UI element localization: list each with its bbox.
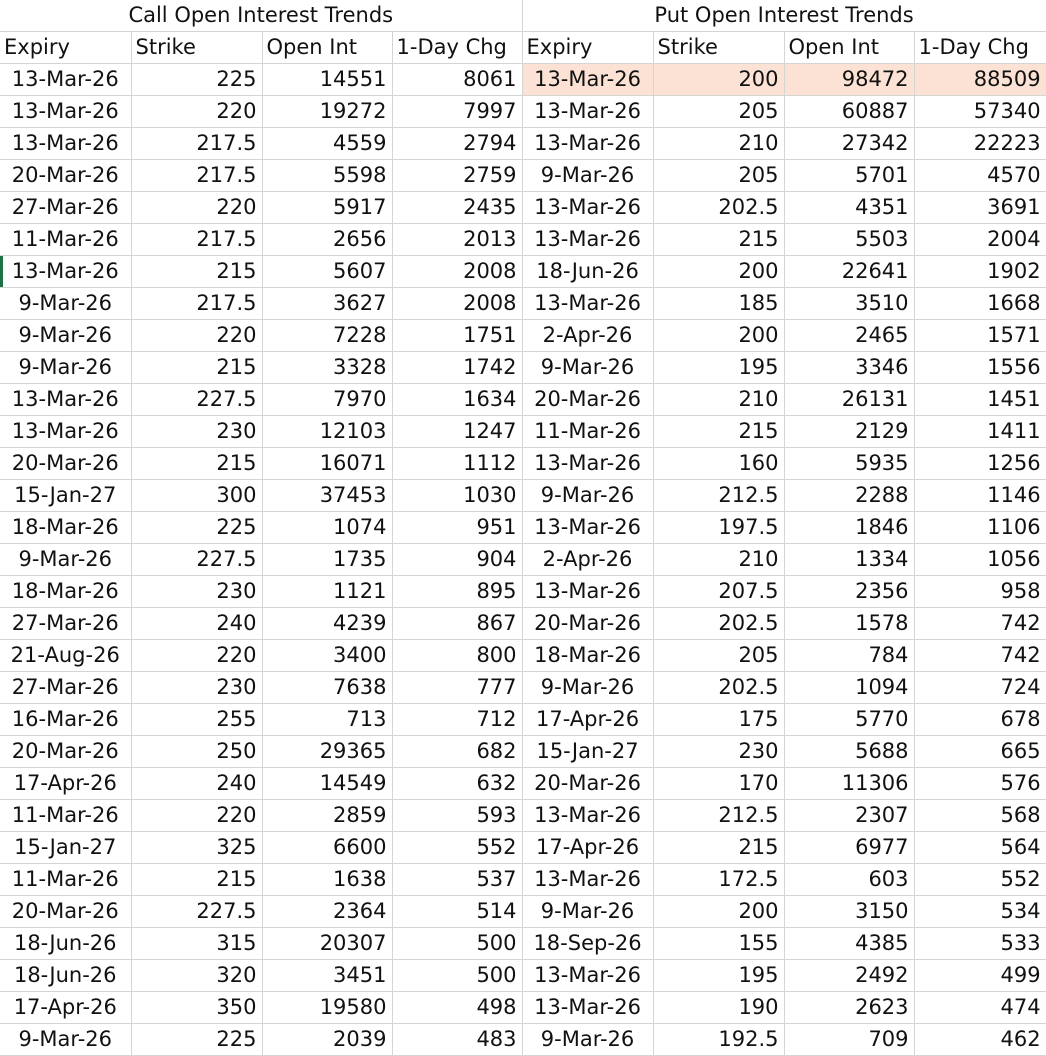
put-1day-chg-cell[interactable]: 1571 xyxy=(914,320,1046,352)
put-strike-cell[interactable]: 195 xyxy=(653,352,784,384)
put-strike-cell[interactable]: 192.5 xyxy=(653,1024,784,1056)
table-row xyxy=(0,224,1046,256)
put-expiry-cell[interactable]: 18-Mar-26 xyxy=(522,640,653,672)
call-1day-chg-cell[interactable]: 483 xyxy=(392,1024,522,1056)
call-open-int-cell[interactable]: 1735 xyxy=(262,544,392,576)
call-1day-chg-cell[interactable]: 2435 xyxy=(392,192,522,224)
call-expiry-cell[interactable]: 13-Mar-26 xyxy=(0,384,131,416)
call-expiry-cell[interactable]: 11-Mar-26 xyxy=(0,224,131,256)
put-expiry-cell[interactable]: 2-Apr-26 xyxy=(522,544,653,576)
call-strike-cell[interactable]: 227.5 xyxy=(131,896,262,928)
put-strike-cell[interactable]: 215 xyxy=(653,416,784,448)
title-row xyxy=(0,0,1046,32)
put-1day-chg-cell[interactable]: 742 xyxy=(914,608,1046,640)
call-1day-chg-cell[interactable]: 800 xyxy=(392,640,522,672)
put-strike-cell[interactable]: 202.5 xyxy=(653,608,784,640)
call-open-int-cell[interactable]: 5598 xyxy=(262,160,392,192)
call-strike-cell[interactable]: 220 xyxy=(131,640,262,672)
call-strike-cell[interactable]: 215 xyxy=(131,256,262,288)
call-strike-cell[interactable]: 225 xyxy=(131,64,262,96)
call-open-int-cell[interactable]: 2859 xyxy=(262,800,392,832)
call-open-int-cell[interactable]: 6600 xyxy=(262,832,392,864)
call-strike-cell[interactable]: 315 xyxy=(131,928,262,960)
put-1day-chg-cell[interactable]: 474 xyxy=(914,992,1046,1024)
put-expiry-cell[interactable]: 13-Mar-26 xyxy=(522,288,653,320)
table-row xyxy=(0,320,1046,352)
put-1day-chg-cell[interactable]: 568 xyxy=(914,800,1046,832)
table-row xyxy=(0,768,1046,800)
table-row xyxy=(0,608,1046,640)
put-expiry-cell[interactable]: 18-Jun-26 xyxy=(522,256,653,288)
call-expiry-cell[interactable]: 13-Mar-26 xyxy=(0,256,131,288)
call-expiry-cell[interactable]: 18-Mar-26 xyxy=(0,512,131,544)
table-row xyxy=(0,736,1046,768)
put-open-int-cell[interactable]: 60887 xyxy=(784,96,914,128)
put-open-int-cell[interactable]: 11306 xyxy=(784,768,914,800)
call-expiry-cell[interactable]: 27-Mar-26 xyxy=(0,192,131,224)
call-open-int-cell[interactable]: 2656 xyxy=(262,224,392,256)
put-open-int-cell[interactable]: 4385 xyxy=(784,928,914,960)
table-row xyxy=(0,1024,1046,1056)
call-open-int-cell[interactable]: 16071 xyxy=(262,448,392,480)
table-row xyxy=(0,544,1046,576)
put-strike-cell[interactable]: 202.5 xyxy=(653,192,784,224)
put-expiry-header[interactable]: Expiry xyxy=(522,32,653,64)
call-open-int-cell[interactable]: 5917 xyxy=(262,192,392,224)
put-expiry-cell[interactable]: 9-Mar-26 xyxy=(522,352,653,384)
call-expiry-cell[interactable]: 27-Mar-26 xyxy=(0,608,131,640)
table-row xyxy=(0,640,1046,672)
put-open-int-cell[interactable]: 3510 xyxy=(784,288,914,320)
put-open-int-cell[interactable]: 1846 xyxy=(784,512,914,544)
call-expiry-cell[interactable]: 20-Mar-26 xyxy=(0,896,131,928)
table-row xyxy=(0,704,1046,736)
call-open-int-cell[interactable]: 19580 xyxy=(262,992,392,1024)
call-strike-cell[interactable]: 255 xyxy=(131,704,262,736)
call-strike-header[interactable]: Strike xyxy=(131,32,262,64)
call-open-int-cell[interactable]: 20307 xyxy=(262,928,392,960)
call-strike-cell[interactable]: 220 xyxy=(131,800,262,832)
call-strike-cell[interactable]: 215 xyxy=(131,864,262,896)
table-row xyxy=(0,416,1046,448)
call-strike-cell[interactable]: 230 xyxy=(131,672,262,704)
put-open-int-cell[interactable]: 2307 xyxy=(784,800,914,832)
table-row xyxy=(0,928,1046,960)
put-1day-chg-cell[interactable]: 462 xyxy=(914,1024,1046,1056)
call-expiry-cell[interactable]: 9-Mar-26 xyxy=(0,544,131,576)
call-expiry-cell[interactable]: 9-Mar-26 xyxy=(0,352,131,384)
put-open-int-cell[interactable]: 709 xyxy=(784,1024,914,1056)
put-open-int-cell[interactable]: 1334 xyxy=(784,544,914,576)
table-row xyxy=(0,96,1046,128)
call-strike-cell[interactable]: 350 xyxy=(131,992,262,1024)
put-1day-chg-cell[interactable]: 3691 xyxy=(914,192,1046,224)
put-open-int-cell[interactable]: 1578 xyxy=(784,608,914,640)
put-expiry-cell[interactable]: 13-Mar-26 xyxy=(522,64,653,96)
call-open-int-cell[interactable]: 37453 xyxy=(262,480,392,512)
put-open-int-cell[interactable]: 22641 xyxy=(784,256,914,288)
table-row xyxy=(0,480,1046,512)
put-open-int-cell[interactable]: 784 xyxy=(784,640,914,672)
call-open-int-cell[interactable]: 4239 xyxy=(262,608,392,640)
put-1day-chg-cell[interactable]: 1668 xyxy=(914,288,1046,320)
put-1day-chg-cell[interactable]: 742 xyxy=(914,640,1046,672)
call-strike-cell[interactable]: 325 xyxy=(131,832,262,864)
put-1day-chg-cell[interactable]: 678 xyxy=(914,704,1046,736)
call-1day-chg-cell[interactable]: 895 xyxy=(392,576,522,608)
call-1day-chg-cell[interactable]: 682 xyxy=(392,736,522,768)
call-1day-chg-cell[interactable]: 1751 xyxy=(392,320,522,352)
call-strike-cell[interactable]: 217.5 xyxy=(131,224,262,256)
call-strike-cell[interactable]: 220 xyxy=(131,192,262,224)
put-expiry-cell[interactable]: 9-Mar-26 xyxy=(522,160,653,192)
call-1day-chg-cell[interactable]: 514 xyxy=(392,896,522,928)
put-open-int-cell[interactable]: 3150 xyxy=(784,896,914,928)
table-row xyxy=(0,128,1046,160)
put-1day-chg-cell[interactable]: 1256 xyxy=(914,448,1046,480)
put-open-int-header[interactable]: Open Int xyxy=(784,32,914,64)
put-open-int-cell[interactable]: 5935 xyxy=(784,448,914,480)
call-open-int-cell[interactable]: 7638 xyxy=(262,672,392,704)
call-strike-cell[interactable]: 215 xyxy=(131,352,262,384)
call-1day-chg-cell[interactable]: 593 xyxy=(392,800,522,832)
put-expiry-cell[interactable]: 2-Apr-26 xyxy=(522,320,653,352)
table-row xyxy=(0,288,1046,320)
call-1day-chg-cell[interactable]: 552 xyxy=(392,832,522,864)
put-1day-chg-cell[interactable]: 724 xyxy=(914,672,1046,704)
call-strike-cell[interactable]: 217.5 xyxy=(131,160,262,192)
table-row xyxy=(0,960,1046,992)
table-row xyxy=(0,384,1046,416)
put-expiry-cell[interactable]: 13-Mar-26 xyxy=(522,800,653,832)
put-1day-chg-cell[interactable]: 1106 xyxy=(914,512,1046,544)
put-strike-cell[interactable]: 202.5 xyxy=(653,672,784,704)
call-strike-cell[interactable]: 300 xyxy=(131,480,262,512)
put-strike-cell[interactable]: 210 xyxy=(653,384,784,416)
put-expiry-cell[interactable]: 17-Apr-26 xyxy=(522,832,653,864)
call-open-int-cell[interactable]: 7228 xyxy=(262,320,392,352)
call-1day-chg-cell[interactable]: 2794 xyxy=(392,128,522,160)
call-open-int-cell[interactable]: 4559 xyxy=(262,128,392,160)
call-1day-chg-cell[interactable]: 1030 xyxy=(392,480,522,512)
put-strike-cell[interactable]: 175 xyxy=(653,704,784,736)
call-expiry-cell[interactable]: 9-Mar-26 xyxy=(0,1024,131,1056)
put-expiry-cell[interactable]: 13-Mar-26 xyxy=(522,960,653,992)
call-strike-cell[interactable]: 217.5 xyxy=(131,288,262,320)
put-1day-chg-header[interactable]: 1-Day Chg xyxy=(914,32,1046,64)
call-1day-chg-cell[interactable]: 2759 xyxy=(392,160,522,192)
put-expiry-cell[interactable]: 13-Mar-26 xyxy=(522,864,653,896)
put-strike-cell[interactable]: 205 xyxy=(653,96,784,128)
put-expiry-cell[interactable]: 13-Mar-26 xyxy=(522,224,653,256)
call-open-int-cell[interactable]: 2039 xyxy=(262,1024,392,1056)
table-row xyxy=(0,256,1046,288)
put-1day-chg-cell[interactable]: 1556 xyxy=(914,352,1046,384)
put-open-int-cell[interactable]: 5701 xyxy=(784,160,914,192)
call-expiry-header[interactable]: Expiry xyxy=(0,32,131,64)
put-open-int-cell[interactable]: 603 xyxy=(784,864,914,896)
call-1day-chg-cell[interactable]: 1112 xyxy=(392,448,522,480)
call-open-int-cell[interactable]: 7970 xyxy=(262,384,392,416)
put-open-int-cell[interactable]: 2623 xyxy=(784,992,914,1024)
header-row xyxy=(0,32,1046,64)
put-1day-chg-cell[interactable]: 1411 xyxy=(914,416,1046,448)
put-strike-cell[interactable]: 200 xyxy=(653,64,784,96)
put-strike-cell[interactable]: 197.5 xyxy=(653,512,784,544)
call-strike-cell[interactable]: 230 xyxy=(131,576,262,608)
put-1day-chg-cell[interactable]: 958 xyxy=(914,576,1046,608)
call-strike-cell[interactable]: 225 xyxy=(131,512,262,544)
call-strike-cell[interactable]: 320 xyxy=(131,960,262,992)
put-expiry-cell[interactable]: 11-Mar-26 xyxy=(522,416,653,448)
table-row xyxy=(0,160,1046,192)
put-expiry-cell[interactable]: 13-Mar-26 xyxy=(522,128,653,160)
call-strike-cell[interactable]: 227.5 xyxy=(131,384,262,416)
put-expiry-cell[interactable]: 13-Mar-26 xyxy=(522,576,653,608)
call-expiry-cell[interactable]: 21-Aug-26 xyxy=(0,640,131,672)
call-expiry-cell[interactable]: 16-Mar-26 xyxy=(0,704,131,736)
call-open-int-cell[interactable]: 713 xyxy=(262,704,392,736)
put-expiry-cell[interactable]: 9-Mar-26 xyxy=(522,896,653,928)
table-row xyxy=(0,672,1046,704)
table-row xyxy=(0,192,1046,224)
call-expiry-cell[interactable]: 13-Mar-26 xyxy=(0,128,131,160)
put-open-int-cell[interactable]: 5770 xyxy=(784,704,914,736)
call-1day-chg-cell[interactable]: 867 xyxy=(392,608,522,640)
call-1day-chg-cell[interactable]: 777 xyxy=(392,672,522,704)
put-strike-cell[interactable]: 215 xyxy=(653,832,784,864)
call-1day-chg-cell[interactable]: 632 xyxy=(392,768,522,800)
call-1day-chg-cell[interactable]: 1742 xyxy=(392,352,522,384)
table-row xyxy=(0,448,1046,480)
put-open-int-cell[interactable]: 2356 xyxy=(784,576,914,608)
call-1day-chg-cell[interactable]: 8061 xyxy=(392,64,522,96)
put-strike-cell[interactable]: 205 xyxy=(653,640,784,672)
put-open-int-cell[interactable]: 2465 xyxy=(784,320,914,352)
table-row xyxy=(0,800,1046,832)
put-1day-chg-cell[interactable]: 533 xyxy=(914,928,1046,960)
call-1day-chg-cell[interactable]: 537 xyxy=(392,864,522,896)
call-strike-cell[interactable]: 250 xyxy=(131,736,262,768)
call-expiry-cell[interactable]: 17-Apr-26 xyxy=(0,768,131,800)
call-open-int-cell[interactable]: 14549 xyxy=(262,768,392,800)
call-strike-cell[interactable]: 225 xyxy=(131,1024,262,1056)
put-open-int-cell[interactable]: 1094 xyxy=(784,672,914,704)
call-open-int-cell[interactable]: 5607 xyxy=(262,256,392,288)
call-1day-chg-cell[interactable]: 904 xyxy=(392,544,522,576)
put-strike-cell[interactable]: 185 xyxy=(653,288,784,320)
call-expiry-cell[interactable]: 20-Mar-26 xyxy=(0,736,131,768)
put-1day-chg-cell[interactable]: 665 xyxy=(914,736,1046,768)
put-1day-chg-cell[interactable]: 499 xyxy=(914,960,1046,992)
put-strike-cell[interactable]: 215 xyxy=(653,224,784,256)
put-expiry-cell[interactable]: 13-Mar-26 xyxy=(522,448,653,480)
put-1day-chg-cell[interactable]: 2004 xyxy=(914,224,1046,256)
call-expiry-cell[interactable]: 15-Jan-27 xyxy=(0,480,131,512)
put-open-int-cell[interactable]: 26131 xyxy=(784,384,914,416)
put-1day-chg-cell[interactable]: 57340 xyxy=(914,96,1046,128)
call-expiry-cell[interactable]: 9-Mar-26 xyxy=(0,320,131,352)
table-row xyxy=(0,992,1046,1024)
table-row xyxy=(0,864,1046,896)
put-open-int-cell[interactable]: 2288 xyxy=(784,480,914,512)
call-1day-chg-cell[interactable]: 500 xyxy=(392,960,522,992)
put-1day-chg-cell[interactable]: 88509 xyxy=(914,64,1046,96)
call-open-int-cell[interactable]: 3400 xyxy=(262,640,392,672)
put-expiry-cell[interactable]: 13-Mar-26 xyxy=(522,512,653,544)
call-expiry-cell[interactable]: 20-Mar-26 xyxy=(0,160,131,192)
call-expiry-cell[interactable]: 27-Mar-26 xyxy=(0,672,131,704)
put-expiry-cell[interactable]: 13-Mar-26 xyxy=(522,96,653,128)
put-strike-cell[interactable]: 210 xyxy=(653,544,784,576)
call-open-int-cell[interactable]: 19272 xyxy=(262,96,392,128)
call-expiry-cell[interactable]: 9-Mar-26 xyxy=(0,288,131,320)
call-open-int-cell[interactable]: 29365 xyxy=(262,736,392,768)
call-strike-cell[interactable]: 240 xyxy=(131,768,262,800)
put-expiry-cell[interactable]: 13-Mar-26 xyxy=(522,992,653,1024)
put-expiry-cell[interactable]: 9-Mar-26 xyxy=(522,1024,653,1056)
put-1day-chg-cell[interactable]: 22223 xyxy=(914,128,1046,160)
put-1day-chg-cell[interactable]: 576 xyxy=(914,768,1046,800)
put-strike-cell[interactable]: 170 xyxy=(653,768,784,800)
put-1day-chg-cell[interactable]: 1902 xyxy=(914,256,1046,288)
put-strike-cell[interactable]: 190 xyxy=(653,992,784,1024)
put-open-int-cell[interactable]: 2129 xyxy=(784,416,914,448)
call-open-int-cell[interactable]: 12103 xyxy=(262,416,392,448)
call-strike-cell[interactable]: 240 xyxy=(131,608,262,640)
call-open-int-cell[interactable]: 3627 xyxy=(262,288,392,320)
call-expiry-cell[interactable]: 18-Jun-26 xyxy=(0,928,131,960)
call-expiry-cell[interactable]: 20-Mar-26 xyxy=(0,448,131,480)
table-row xyxy=(0,512,1046,544)
put-strike-cell[interactable]: 200 xyxy=(653,896,784,928)
call-oi-title[interactable]: Call Open Interest Trends xyxy=(0,0,522,32)
put-1day-chg-cell[interactable]: 564 xyxy=(914,832,1046,864)
put-strike-cell[interactable]: 160 xyxy=(653,448,784,480)
call-1day-chg-cell[interactable]: 712 xyxy=(392,704,522,736)
call-expiry-cell[interactable]: 11-Mar-26 xyxy=(0,864,131,896)
call-expiry-cell[interactable]: 13-Mar-26 xyxy=(0,96,131,128)
put-open-int-cell[interactable]: 4351 xyxy=(784,192,914,224)
put-strike-cell[interactable]: 200 xyxy=(653,320,784,352)
put-1day-chg-cell[interactable]: 552 xyxy=(914,864,1046,896)
put-expiry-cell[interactable]: 20-Mar-26 xyxy=(522,384,653,416)
put-expiry-cell[interactable]: 9-Mar-26 xyxy=(522,672,653,704)
put-expiry-cell[interactable]: 13-Mar-26 xyxy=(522,192,653,224)
call-open-int-cell[interactable]: 3451 xyxy=(262,960,392,992)
put-strike-header[interactable]: Strike xyxy=(653,32,784,64)
put-strike-cell[interactable]: 212.5 xyxy=(653,480,784,512)
put-open-int-cell[interactable]: 27342 xyxy=(784,128,914,160)
put-strike-cell[interactable]: 230 xyxy=(653,736,784,768)
call-1day-chg-cell[interactable]: 498 xyxy=(392,992,522,1024)
call-expiry-cell[interactable]: 18-Mar-26 xyxy=(0,576,131,608)
call-open-int-cell[interactable]: 14551 xyxy=(262,64,392,96)
put-strike-cell[interactable]: 207.5 xyxy=(653,576,784,608)
put-1day-chg-cell[interactable]: 4570 xyxy=(914,160,1046,192)
call-1day-chg-cell[interactable]: 7997 xyxy=(392,96,522,128)
put-open-int-cell[interactable]: 5688 xyxy=(784,736,914,768)
call-strike-cell[interactable]: 217.5 xyxy=(131,128,262,160)
put-strike-cell[interactable]: 212.5 xyxy=(653,800,784,832)
call-open-int-cell[interactable]: 1638 xyxy=(262,864,392,896)
put-strike-cell[interactable]: 195 xyxy=(653,960,784,992)
call-strike-cell[interactable]: 230 xyxy=(131,416,262,448)
put-open-int-cell[interactable]: 2492 xyxy=(784,960,914,992)
put-open-int-cell[interactable]: 98472 xyxy=(784,64,914,96)
call-1day-chg-cell[interactable]: 500 xyxy=(392,928,522,960)
call-expiry-cell[interactable]: 15-Jan-27 xyxy=(0,832,131,864)
call-open-int-cell[interactable]: 3328 xyxy=(262,352,392,384)
put-open-int-cell[interactable]: 5503 xyxy=(784,224,914,256)
put-expiry-cell[interactable]: 17-Apr-26 xyxy=(522,704,653,736)
call-expiry-cell[interactable]: 13-Mar-26 xyxy=(0,416,131,448)
call-1day-chg-cell[interactable]: 1247 xyxy=(392,416,522,448)
put-strike-cell[interactable]: 172.5 xyxy=(653,864,784,896)
call-open-int-cell[interactable]: 1074 xyxy=(262,512,392,544)
put-expiry-cell[interactable]: 18-Sep-26 xyxy=(522,928,653,960)
put-strike-cell[interactable]: 205 xyxy=(653,160,784,192)
put-oi-title[interactable]: Put Open Interest Trends xyxy=(522,0,1046,32)
table-row xyxy=(0,896,1046,928)
put-open-int-cell[interactable]: 6977 xyxy=(784,832,914,864)
call-expiry-cell[interactable]: 17-Apr-26 xyxy=(0,992,131,1024)
call-open-int-cell[interactable]: 1121 xyxy=(262,576,392,608)
call-1day-chg-cell[interactable]: 951 xyxy=(392,512,522,544)
call-expiry-cell[interactable]: 18-Jun-26 xyxy=(0,960,131,992)
call-strike-cell[interactable]: 215 xyxy=(131,448,262,480)
call-strike-cell[interactable]: 220 xyxy=(131,96,262,128)
put-1day-chg-cell[interactable]: 1056 xyxy=(914,544,1046,576)
table-row xyxy=(0,64,1046,96)
put-open-int-cell[interactable]: 3346 xyxy=(784,352,914,384)
call-expiry-cell[interactable]: 13-Mar-26 xyxy=(0,64,131,96)
call-1day-chg-cell[interactable]: 2008 xyxy=(392,256,522,288)
put-strike-cell[interactable]: 210 xyxy=(653,128,784,160)
call-1day-chg-cell[interactable]: 2013 xyxy=(392,224,522,256)
call-open-int-cell[interactable]: 2364 xyxy=(262,896,392,928)
call-1day-chg-header[interactable]: 1-Day Chg xyxy=(392,32,522,64)
table-row xyxy=(0,352,1046,384)
call-expiry-cell[interactable]: 11-Mar-26 xyxy=(0,800,131,832)
put-expiry-cell[interactable]: 9-Mar-26 xyxy=(522,480,653,512)
table-row xyxy=(0,832,1046,864)
put-expiry-cell[interactable]: 15-Jan-27 xyxy=(522,736,653,768)
call-1day-chg-cell[interactable]: 1634 xyxy=(392,384,522,416)
call-1day-chg-cell[interactable]: 2008 xyxy=(392,288,522,320)
call-open-int-header[interactable]: Open Int xyxy=(262,32,392,64)
put-1day-chg-cell[interactable]: 1451 xyxy=(914,384,1046,416)
put-strike-cell[interactable]: 155 xyxy=(653,928,784,960)
put-1day-chg-cell[interactable]: 1146 xyxy=(914,480,1046,512)
call-strike-cell[interactable]: 227.5 xyxy=(131,544,262,576)
table-row xyxy=(0,576,1046,608)
put-expiry-cell[interactable]: 20-Mar-26 xyxy=(522,608,653,640)
call-strike-cell[interactable]: 220 xyxy=(131,320,262,352)
put-strike-cell[interactable]: 200 xyxy=(653,256,784,288)
put-1day-chg-cell[interactable]: 534 xyxy=(914,896,1046,928)
put-expiry-cell[interactable]: 20-Mar-26 xyxy=(522,768,653,800)
